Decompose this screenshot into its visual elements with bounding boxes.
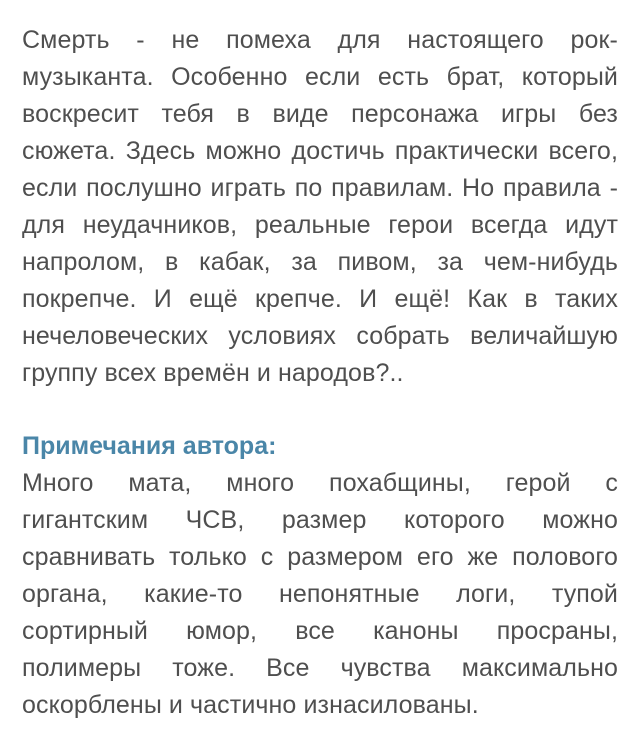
author-notes-line: оскорблены и частично изнасилованы. — [22, 691, 479, 719]
author-notes-line: сравнивать только с размером его же полового — [22, 543, 618, 571]
author-notes-line: гигантским ЧСВ, размер которого можно — [22, 506, 618, 534]
description-line: группу всех времён и народов?.. — [22, 359, 404, 387]
author-notes-line: органа, какие-то непонятные логи, тупой — [22, 580, 618, 608]
section-spacer — [22, 392, 618, 428]
description-line: сюжета. Здесь можно достичь практически всего, — [22, 137, 618, 165]
description-line: нечеловеческих условиях собрать величайшую — [22, 322, 618, 350]
description-line: для неудачников, реальные герои всегда идут — [22, 211, 618, 239]
description-line: если послушно играть по правилам. Но правила - — [22, 174, 618, 202]
description-line: Смерть - не помеха для настоящего рок- — [22, 26, 618, 54]
description-block — [22, 22, 618, 392]
description-line: покрепче. И ещё крепче. И ещё! Как в таких — [22, 285, 618, 313]
author-notes-line: полимеры тоже. Все чувства максимально — [22, 654, 618, 682]
author-notes-line: сортирный юмор, все каноны просраны, — [22, 617, 618, 645]
author-notes-title: Примечания автора: — [22, 432, 277, 460]
description-line: напролом, в кабак, за пивом, за чем-нибудь — [22, 248, 618, 276]
description-line: музыканта. Особенно если есть брат, который — [22, 63, 618, 91]
description-line: воскресит тебя в виде персонажа игры без — [22, 100, 618, 128]
author-notes-block — [22, 465, 618, 724]
author-notes-line: Много мата, много похабщины, герой с — [22, 469, 618, 497]
